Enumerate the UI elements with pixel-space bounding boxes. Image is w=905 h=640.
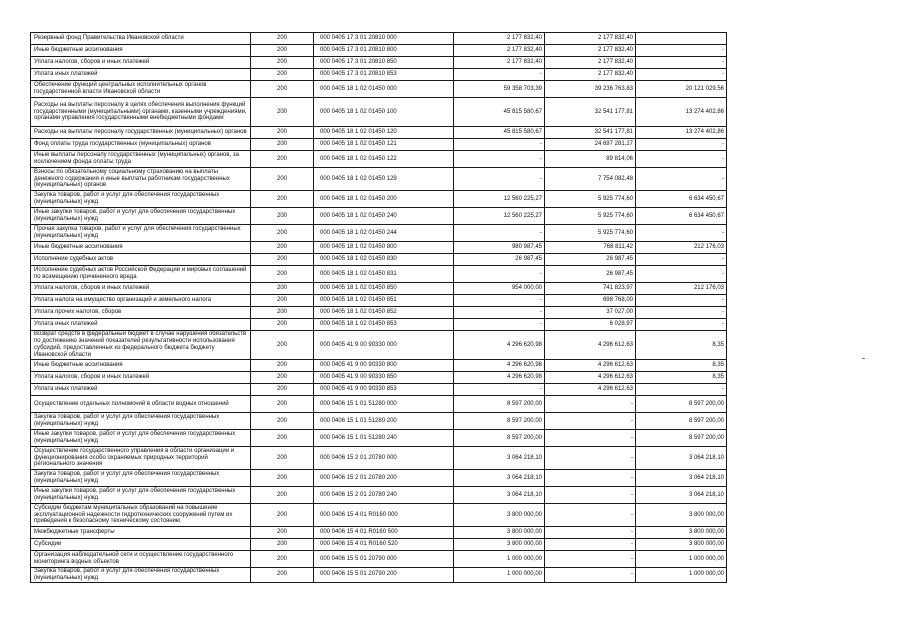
row-code: 200 [251,447,314,470]
row-executed-amount: 4 296 612,63 [545,372,636,384]
row-approved-amount: 4 296 620,98 [454,331,545,360]
row-remainder-amount: - [636,254,727,266]
row-classification: 000 0405 18 1 02 01450 851 [314,295,454,307]
row-classification: 000 0405 17 3 01 20810 800 [314,45,454,57]
row-classification: 000 0405 17 3 01 20810 853 [314,69,454,81]
row-remainder-amount: 212 176,03 [636,283,727,295]
row-name: Осуществление отдельных полномочий в области водных отношений [31,396,251,413]
row-name: Организация наблюдательной сети и осуществление государственного мониторинга водных объектов [31,551,251,568]
row-remainder-amount: 8,35 [636,331,727,360]
row-approved-amount: 954 000,00 [454,283,545,295]
row-classification: 000 0406 15 4 01 R0160 000 [314,504,454,527]
row-remainder-amount: - [636,69,727,81]
row-remainder-amount: - [636,319,727,331]
row-code: 200 [251,139,314,151]
row-code: 200 [251,331,314,360]
row-executed-amount: 5 925 774,60 [545,208,636,225]
table-row [31,413,727,430]
row-classification: 000 0406 15 1 01 51280 200 [314,413,454,430]
row-name: Расходы на выплаты персоналу в целях обеспечения выполнения функций государственными (муниципальными) органами, казенными учреждениями, органами управления государственными внебюджетными фондами [31,98,251,127]
table-row [31,168,727,191]
table-row [31,307,727,319]
row-approved-amount: 59 358 703,39 [454,81,545,98]
row-remainder-amount: 13 274 402,86 [636,127,727,139]
row-name: Субсидии [31,539,251,551]
row-executed-amount: - [545,539,636,551]
row-name: Исполнение судебных актов Российской Федерации и мировых соглашений по возмещению причиненного вреда [31,266,251,283]
row-approved-amount: - [454,168,545,191]
row-name: Расходы на выплаты персоналу государственных (муниципальных) органов [31,127,251,139]
table-row [31,139,727,151]
row-code: 200 [251,254,314,266]
row-code: 200 [251,69,314,81]
row-code: 200 [251,98,314,127]
row-classification: 000 0406 15 4 01 R0160 520 [314,539,454,551]
row-remainder-amount: 3 064 218,10 [636,447,727,470]
row-code: 200 [251,413,314,430]
row-classification: 000 0405 17 3 01 20810 000 [314,33,454,45]
row-classification: 000 0405 18 1 02 01450 122 [314,151,454,168]
row-executed-amount: 2 177 832,40 [545,69,636,81]
row-executed-amount: 32 541 177,81 [545,98,636,127]
row-executed-amount: 37 027,00 [545,307,636,319]
row-name: Иные закупки товаров, работ и услуг для обеспечения государственных (муниципальных) нужд [31,487,251,504]
table-row [31,295,727,307]
row-approved-amount: 1 000 000,00 [454,551,545,568]
row-classification: 000 0406 15 2 01 20780 200 [314,470,454,487]
row-remainder-amount: 6 634 450,67 [636,208,727,225]
table-row [31,57,727,69]
row-approved-amount: 3 800 000,00 [454,539,545,551]
row-code: 200 [251,396,314,413]
row-code: 200 [251,283,314,295]
row-executed-amount: 39 236 763,83 [545,81,636,98]
row-classification: 000 0405 18 1 02 01450 240 [314,208,454,225]
row-remainder-amount: - [636,139,727,151]
row-remainder-amount: 6 634 450,67 [636,191,727,208]
row-executed-amount: - [545,396,636,413]
row-executed-amount: - [545,551,636,568]
row-classification: 000 0405 18 1 02 01450 100 [314,98,454,127]
row-approved-amount: 2 177 832,40 [454,45,545,57]
table-row [31,242,727,254]
row-name: Иные закупки товаров, работ и услуг для обеспечения государственных (муниципальных) нужд [31,208,251,225]
row-approved-amount: 3 064 218,10 [454,487,545,504]
row-remainder-amount: 3 064 218,10 [636,470,727,487]
row-approved-amount: - [454,69,545,81]
table-row [31,527,727,539]
row-executed-amount: 768 811,42 [545,242,636,254]
row-remainder-amount: 212 176,03 [636,242,727,254]
row-executed-amount: 89 814,06 [545,151,636,168]
row-classification: 000 0405 18 1 02 01450 000 [314,81,454,98]
row-name: Фонд оплаты труда государственных (муниципальных) органов [31,139,251,151]
table-row [31,266,727,283]
row-name: Иные бюджетные ассигнования [31,360,251,372]
row-approved-amount: - [454,151,545,168]
row-approved-amount: 3 800 000,00 [454,527,545,539]
row-remainder-amount: 8 597 200,00 [636,413,727,430]
table-row [31,254,727,266]
row-executed-amount: - [545,527,636,539]
row-remainder-amount: - [636,225,727,242]
row-executed-amount: 2 177 832,40 [545,57,636,69]
row-executed-amount: 4 296 612,63 [545,331,636,360]
row-name: Уплата налогов, сборов и иных платежей [31,57,251,69]
row-executed-amount: 32 541 177,81 [545,127,636,139]
row-code: 200 [251,151,314,168]
row-code: 200 [251,242,314,254]
row-approved-amount: - [454,139,545,151]
row-name: Иные закупки товаров, работ и услуг для обеспечения государственных (муниципальных) нужд [31,430,251,447]
row-classification: 000 0405 18 1 02 01450 852 [314,307,454,319]
table-body [31,33,727,583]
row-approved-amount: 12 560 225,27 [454,191,545,208]
row-code: 200 [251,168,314,191]
row-executed-amount: 4 296 612,63 [545,384,636,396]
row-classification: 000 0406 15 5 01 20790 200 [314,568,454,583]
row-code: 200 [251,266,314,283]
row-classification: 000 0406 15 2 01 20780 240 [314,487,454,504]
row-code: 200 [251,33,314,45]
row-code: 200 [251,551,314,568]
row-executed-amount: 24 697 281,27 [545,139,636,151]
row-approved-amount: 45 815 580,67 [454,98,545,127]
row-name: Уплата иных платежей [31,69,251,81]
row-name: Уплата налога на имущество организаций и земельного налога [31,295,251,307]
row-executed-amount: - [545,447,636,470]
row-executed-amount: 698 768,00 [545,295,636,307]
row-name: Иные бюджетные ассигнования [31,45,251,57]
row-remainder-amount: 8,35 [636,372,727,384]
table-row [31,487,727,504]
row-classification: 000 0406 15 4 01 R0160 500 [314,527,454,539]
row-remainder-amount: - [636,307,727,319]
row-classification: 000 0405 18 1 02 01450 129 [314,168,454,191]
table-row [31,447,727,470]
row-code: 200 [251,225,314,242]
row-approved-amount: 8 597 200,00 [454,430,545,447]
row-approved-amount: 8 597 200,00 [454,413,545,430]
row-classification: 000 0405 41 9 00 90330 853 [314,384,454,396]
row-approved-amount: - [454,384,545,396]
row-name: Уплата иных платежей [31,384,251,396]
row-remainder-amount: - [636,266,727,283]
row-code: 200 [251,430,314,447]
row-classification: 000 0405 18 1 02 01450 831 [314,266,454,283]
table-row [31,127,727,139]
row-name: Закупка товаров, работ и услуг для обеспечения государственных (муниципальных) нужд [31,191,251,208]
row-code: 200 [251,360,314,372]
row-name: Возврат средств в федеральный бюджет в случае нарушения обязательств по достижению значений показателей результативности использования субсидий, предоставленных из федерального бюджета бюджету Ивановской области [31,331,251,360]
row-executed-amount: - [545,568,636,583]
row-classification: 000 0406 15 1 01 51280 000 [314,396,454,413]
row-name: Закупка товаров, работ и услуг для обеспечения государственных (муниципальных) нужд [31,413,251,430]
row-name: Субсидии бюджетам муниципальных образований на повышение эксплуатационной надежности гидротехнических сооружений путем их приведения к безопасному техническому состоянию [31,504,251,527]
row-approved-amount: 12 560 225,27 [454,208,545,225]
table-row [31,470,727,487]
table-row [31,372,727,384]
row-classification: 000 0405 18 1 02 01450 120 [314,127,454,139]
row-approved-amount: - [454,295,545,307]
row-code: 200 [251,527,314,539]
row-classification: 000 0405 41 9 00 90330 000 [314,331,454,360]
scan-mark [862,358,865,359]
row-name: Исполнение судебных актов [31,254,251,266]
row-name: Резервный фонд Правительства Ивановской области [31,33,251,45]
row-approved-amount: 4 296 620,98 [454,360,545,372]
row-code: 200 [251,45,314,57]
row-approved-amount: 1 000 000,00 [454,568,545,583]
row-approved-amount: 26 987,45 [454,254,545,266]
row-remainder-amount: - [636,45,727,57]
table-row [31,430,727,447]
row-code: 200 [251,487,314,504]
table-row [31,151,727,168]
table-row [31,551,727,568]
row-code: 200 [251,208,314,225]
table-row [31,81,727,98]
row-classification: 000 0405 18 1 02 01450 853 [314,319,454,331]
row-approved-amount: - [454,225,545,242]
row-approved-amount: 8 597 200,00 [454,396,545,413]
table-row [31,98,727,127]
row-name: Уплата налогов, сборов и иных платежей [31,372,251,384]
row-classification: 000 0405 18 1 02 01450 830 [314,254,454,266]
row-classification: 000 0405 18 1 02 01450 244 [314,225,454,242]
row-executed-amount: - [545,413,636,430]
row-executed-amount: - [545,470,636,487]
table-row [31,396,727,413]
row-executed-amount: - [545,487,636,504]
row-classification: 000 0405 41 9 00 90330 850 [314,372,454,384]
row-remainder-amount: - [636,151,727,168]
row-executed-amount: - [545,430,636,447]
row-classification: 000 0406 15 2 01 20780 000 [314,447,454,470]
row-name: Осуществление государственного управления в области организации и функционирования особо охраняемых природных территорий регионального значения [31,447,251,470]
row-name: Прочая закупка товаров, работ и услуг для обеспечения государственных (муниципальных) нужд [31,225,251,242]
table-row [31,283,727,295]
row-name: Уплата прочих налогов, сборов [31,307,251,319]
row-remainder-amount [636,33,727,45]
table-row [31,384,727,396]
table-row [31,360,727,372]
row-name: Закупка товаров, работ и услуг для обеспечения государственных (муниципальных) нужд [31,470,251,487]
row-approved-amount: - [454,307,545,319]
row-code: 200 [251,191,314,208]
row-executed-amount: 4 296 612,63 [545,360,636,372]
row-remainder-amount: 1 000 000,00 [636,568,727,583]
row-name: Обеспечение функций центральных исполнительных органов государственной власти Ивановской области [31,81,251,98]
table-row [31,208,727,225]
row-executed-amount: 5 925 774,60 [545,191,636,208]
row-code: 200 [251,295,314,307]
row-remainder-amount: - [636,168,727,191]
row-code: 200 [251,307,314,319]
row-remainder-amount: 8,35 [636,360,727,372]
row-classification: 000 0405 18 1 02 01450 850 [314,283,454,295]
row-executed-amount: 7 754 082,48 [545,168,636,191]
table-row [31,568,727,583]
row-classification: 000 0405 18 1 02 01450 200 [314,191,454,208]
row-code: 200 [251,539,314,551]
row-classification: 000 0405 41 9 00 90330 800 [314,360,454,372]
table-row [31,331,727,360]
row-name: Иные выплаты персоналу государственных (муниципальных) органов, за исключением фонда оплаты труда [31,151,251,168]
row-code: 200 [251,81,314,98]
row-approved-amount: 4 296 620,98 [454,372,545,384]
row-remainder-amount: - [636,57,727,69]
row-classification: 000 0406 15 5 01 20790 000 [314,551,454,568]
row-approved-amount: 2 177 832,40 [454,33,545,45]
table-row [31,504,727,527]
row-approved-amount: - [454,266,545,283]
row-approved-amount: 45 815 580,67 [454,127,545,139]
row-remainder-amount: 8 597 200,00 [636,430,727,447]
row-code: 200 [251,372,314,384]
row-remainder-amount: 8 597 200,00 [636,396,727,413]
row-remainder-amount: 1 000 000,00 [636,551,727,568]
row-remainder-amount: 20 121 029,56 [636,81,727,98]
row-executed-amount: 2 177 832,40 [545,33,636,45]
row-code: 200 [251,127,314,139]
table-row [31,225,727,242]
row-approved-amount: 3 064 218,10 [454,447,545,470]
row-code: 200 [251,384,314,396]
table-row [31,45,727,57]
row-classification: 000 0405 18 1 02 01450 800 [314,242,454,254]
row-approved-amount: 980 987,45 [454,242,545,254]
row-executed-amount: 26 987,45 [545,266,636,283]
row-name: Уплата иных платежей [31,319,251,331]
row-name: Уплата налогов, сборов и иных платежей [31,283,251,295]
row-executed-amount: 2 177 832,40 [545,45,636,57]
row-remainder-amount: 3 800 000,00 [636,527,727,539]
row-approved-amount: - [454,319,545,331]
row-remainder-amount: - [636,384,727,396]
row-remainder-amount: 13 274 402,86 [636,98,727,127]
row-executed-amount: 26 987,45 [545,254,636,266]
row-executed-amount: - [545,504,636,527]
row-code: 200 [251,504,314,527]
row-executed-amount: 741 823,97 [545,283,636,295]
row-code: 200 [251,57,314,69]
row-name: Закупка товаров, работ и услуг для обеспечения государственных (муниципальных) нужд [31,568,251,583]
row-approved-amount: 2 177 832,40 [454,57,545,69]
table-row [31,33,727,45]
budget-execution-table [30,32,727,583]
row-classification: 000 0406 15 1 01 51280 240 [314,430,454,447]
row-remainder-amount: 3 800 000,00 [636,539,727,551]
row-name: Иные бюджетные ассигнования [31,242,251,254]
row-remainder-amount: 3 800 000,00 [636,504,727,527]
row-code: 200 [251,470,314,487]
table-row [31,539,727,551]
table-row [31,69,727,81]
row-classification: 000 0405 18 1 02 01450 121 [314,139,454,151]
row-approved-amount: 3 800 000,00 [454,504,545,527]
row-code: 200 [251,319,314,331]
table-row [31,191,727,208]
row-remainder-amount: 3 064 218,10 [636,487,727,504]
row-name: Межбюджетные трансферты [31,527,251,539]
row-classification: 000 0405 17 3 01 20810 850 [314,57,454,69]
row-code: 200 [251,568,314,583]
row-executed-amount: 6 028,97 [545,319,636,331]
row-executed-amount: 5 925 774,60 [545,225,636,242]
row-name: Взносы по обязательному социальному страхованию на выплаты денежного содержания и иные выплаты работникам государственных (муниципальных) органов [31,168,251,191]
table-row [31,319,727,331]
row-approved-amount: 3 064 218,10 [454,470,545,487]
row-remainder-amount: - [636,295,727,307]
